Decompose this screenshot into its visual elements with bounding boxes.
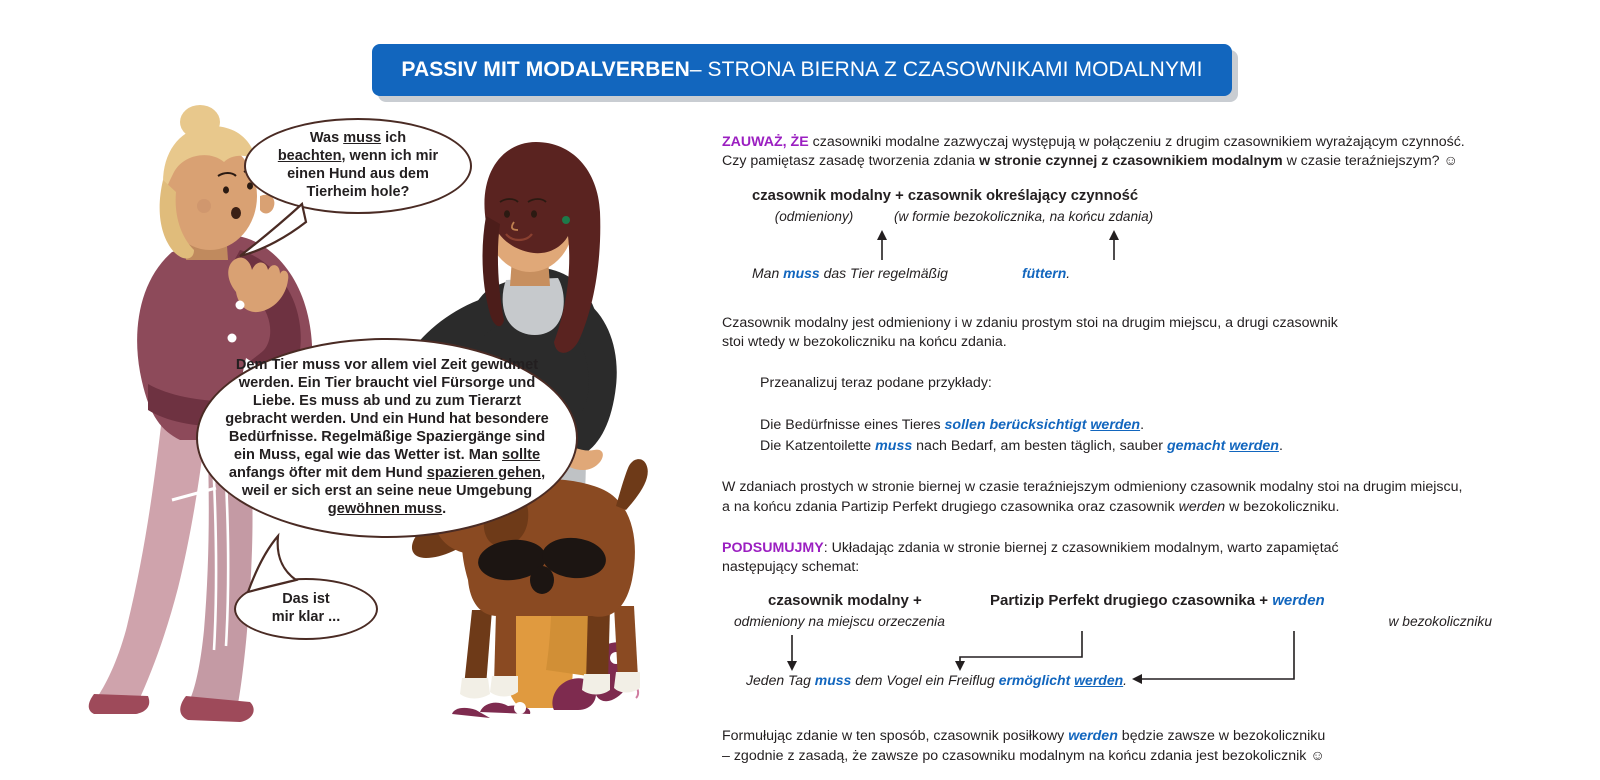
formula2-b-plus: + [1255,592,1273,610]
formula2-sent-werden: werden [1074,672,1124,689]
example-2 [760,437,1492,456]
example-1 [760,416,1492,435]
examples-list [760,416,1492,457]
bubble-m-m: , weil er sich erst an seine neue Umgebung [241,464,546,499]
formula2-sent-part: ermöglicht [998,672,1075,689]
bubble-q-l1b: ich [381,130,407,147]
banner-title-rest: – STRONA BIERNA Z CZASOWNIKAMI MODALNYMI [689,58,1203,81]
formula1-sent-end: . [1066,264,1071,281]
formula1-example-sentence [752,264,1070,283]
formula-passive-modal-diagram [722,591,1492,709]
ex2-blue-u: werden [1229,437,1279,454]
note-label: ZAUWAŻ, ŻE [722,134,809,150]
bubble-q-l2u: beachten [277,148,342,165]
formula-active-voice-diagram [722,186,1492,298]
summary-label: PODSUMUJMY [722,539,824,556]
bubble-q-l1u: muss [343,130,382,147]
formula2-b-blue: werden [1272,592,1325,610]
bubble-m-g: ab und zu zum Tierarzt [359,393,522,410]
bubble-q-l4: Tierheim hole? [306,183,410,200]
closing-l1-blue: werden [1068,728,1118,745]
bubble-m-b: muss [302,357,341,374]
formula2-part-a [768,591,922,611]
para3-l2-i: werden [1178,498,1226,515]
closing-paragraph [722,727,1492,766]
bubble-m-l: spazieren gehen [426,464,542,481]
note-paragraph [722,133,1492,172]
formula2-b-bold: Partizip Perfekt drugiego czasownika [990,592,1256,610]
formula2-sent-a: Jeden Tag [746,672,815,689]
closing-l1-b: będzie zawsze w bezokoliczniku [1117,728,1326,745]
closing-line2 [722,747,1492,766]
summary-line1 [722,539,1492,558]
summary-paragraph [722,539,1492,578]
formula2-part-b [990,591,1325,611]
ex2-blue: muss [875,437,913,454]
ex2-plain-b: nach Bedarf, am besten täglich, sauber [912,437,1167,454]
speech-bubble-clear-tail [240,534,320,594]
formula1-b: czasownik określający czynność [907,187,1139,204]
ex1-blue: sollen berücksichtigt [944,416,1091,433]
bubble-m-o: . [442,500,447,517]
bubble-m-c: vor allem viel Zeit [340,357,471,374]
formula1-sub-a: (odmieniony) [774,208,854,224]
bubble-q-l2b: , wenn ich mir [341,148,439,165]
paragraph-modal-position [722,314,1492,353]
formula2-a-bold: czasownik modalny [768,592,909,610]
speech-bubble-question-tail [236,198,316,260]
bubble-m-e: . Ein Tier braucht viel Fürsorge und Liebe. Es [252,375,536,410]
ex2-blue2: gemacht [1166,437,1230,454]
note-t2: w stronie czynnej z czasownikiem modalnym [979,153,1283,170]
para3-line1: W zdaniach prostych w stronie biernej w czasie teraźniejszym odmieniony czasownik modalny stoi na drugim miejscu, [722,479,1463,496]
note-t3: w czasie teraźniejszym? [1282,153,1444,170]
banner-title-bold: PASSIV MIT MODALVERBEN [401,58,690,81]
para2-line2: stoi wtedy w bezokoliczniku na końcu zdania. [722,333,1007,350]
closing-l2: – zgodnie z zasadą, że zawsze po czasowniku modalnym na końcu zdania jest bezokolicznik [722,747,1311,764]
bubble-m-f: muss [321,393,360,410]
formula2-b-sub: w bezokoliczniku [1388,614,1492,630]
bubble-c-l1: Das ist [282,591,330,608]
ex1-end: . [1140,416,1145,433]
lesson-text-column [722,133,1492,780]
bubble-m-i: . Und ein Hund hat besondere Bedürfnisse. Regelmäßige Spaziergänge sind ein Muss, egal wie das Wetter ist. Man [228,411,549,463]
ex2-plain-a: Die Katzentoilette [760,437,876,454]
paragraph-passive-rule [722,478,1492,517]
formula1-plus: + [890,187,908,204]
formula1-sub-line [752,208,1312,226]
formula2-sent-end: . [1123,672,1128,689]
formula1-sent-a: Man [752,264,784,281]
summary-t1: : Układając zdania w stronie biernej z czasownikiem modalnym, warto zapamiętać [823,539,1339,556]
ex2-end: . [1278,437,1283,454]
note-t1: czasowniki modalne zazwyczaj występują w połączeniu z drugim czasownikiem wyrażającym czynność. Czy pamiętasz zasadę tworzenia zdania [722,134,1465,170]
para3-line2 [722,498,1492,517]
para2-line1: Czasownik modalny jest odmieniony i w zdaniu prostym stoi na drugim miejscu, a drugi czasownik [722,314,1338,331]
bubble-q-l1a: Was [309,130,344,147]
bubble-m-h: gebracht werden [225,411,342,428]
formula1-sent-modal: muss [783,264,820,281]
formula1-sent-verb: füttern [1021,264,1067,281]
para3-l2-b: w bezokoliczniku. [1225,498,1340,515]
formula2-a-sub: odmieniony na miejscu orzeczenia [734,614,945,630]
bubble-m-j: sollte [502,446,541,463]
summary-line2: następujący schemat: [722,559,860,576]
formula1-sub-b: (w formie bezokolicznika, na końcu zdania) [894,208,1154,224]
bubble-m-a: Dem Tier [235,357,303,374]
formula2-sent-modal: muss [814,672,852,689]
smiley-icon-2: ☺ [1310,747,1325,764]
formula1-sent-b: das Tier regelmäßig [819,264,948,281]
bubble-c-l2: mir klar ... [271,609,341,625]
formula2-example-sentence [746,671,1127,690]
ex1-blue-u: werden [1090,416,1141,433]
closing-line1 [722,727,1492,746]
bubble-q-l3: einen Hund aus dem [287,166,429,182]
formula2-a-plus: + [908,592,922,610]
formula2-sent-b: dem Vogel ein Freiflug [851,672,999,689]
smiley-icon: ☺ [1443,153,1458,170]
analyze-prompt: Przeanalizuj teraz podane przykłady: [760,375,992,392]
speech-bubble-main [196,338,578,538]
bubble-m-k: anfangs öfter mit dem Hund [228,464,427,481]
page-title-banner [372,44,1232,96]
para3-l2-a: a na końcu zdania Partizip Perfekt drugiego czasownika oraz czasownik [722,498,1179,515]
formula1-main-line [752,186,1312,206]
closing-l1-a: Formułując zdanie w ten sposób, czasownik posiłkowy [722,728,1069,745]
bubble-m-d: gewidmet werden [238,357,539,392]
ex1-plain-a: Die Bedürfnisse eines Tieres [760,416,945,433]
formula1-a: czasownik modalny [752,187,891,204]
bubble-m-n: gewöhnen muss [327,500,443,517]
